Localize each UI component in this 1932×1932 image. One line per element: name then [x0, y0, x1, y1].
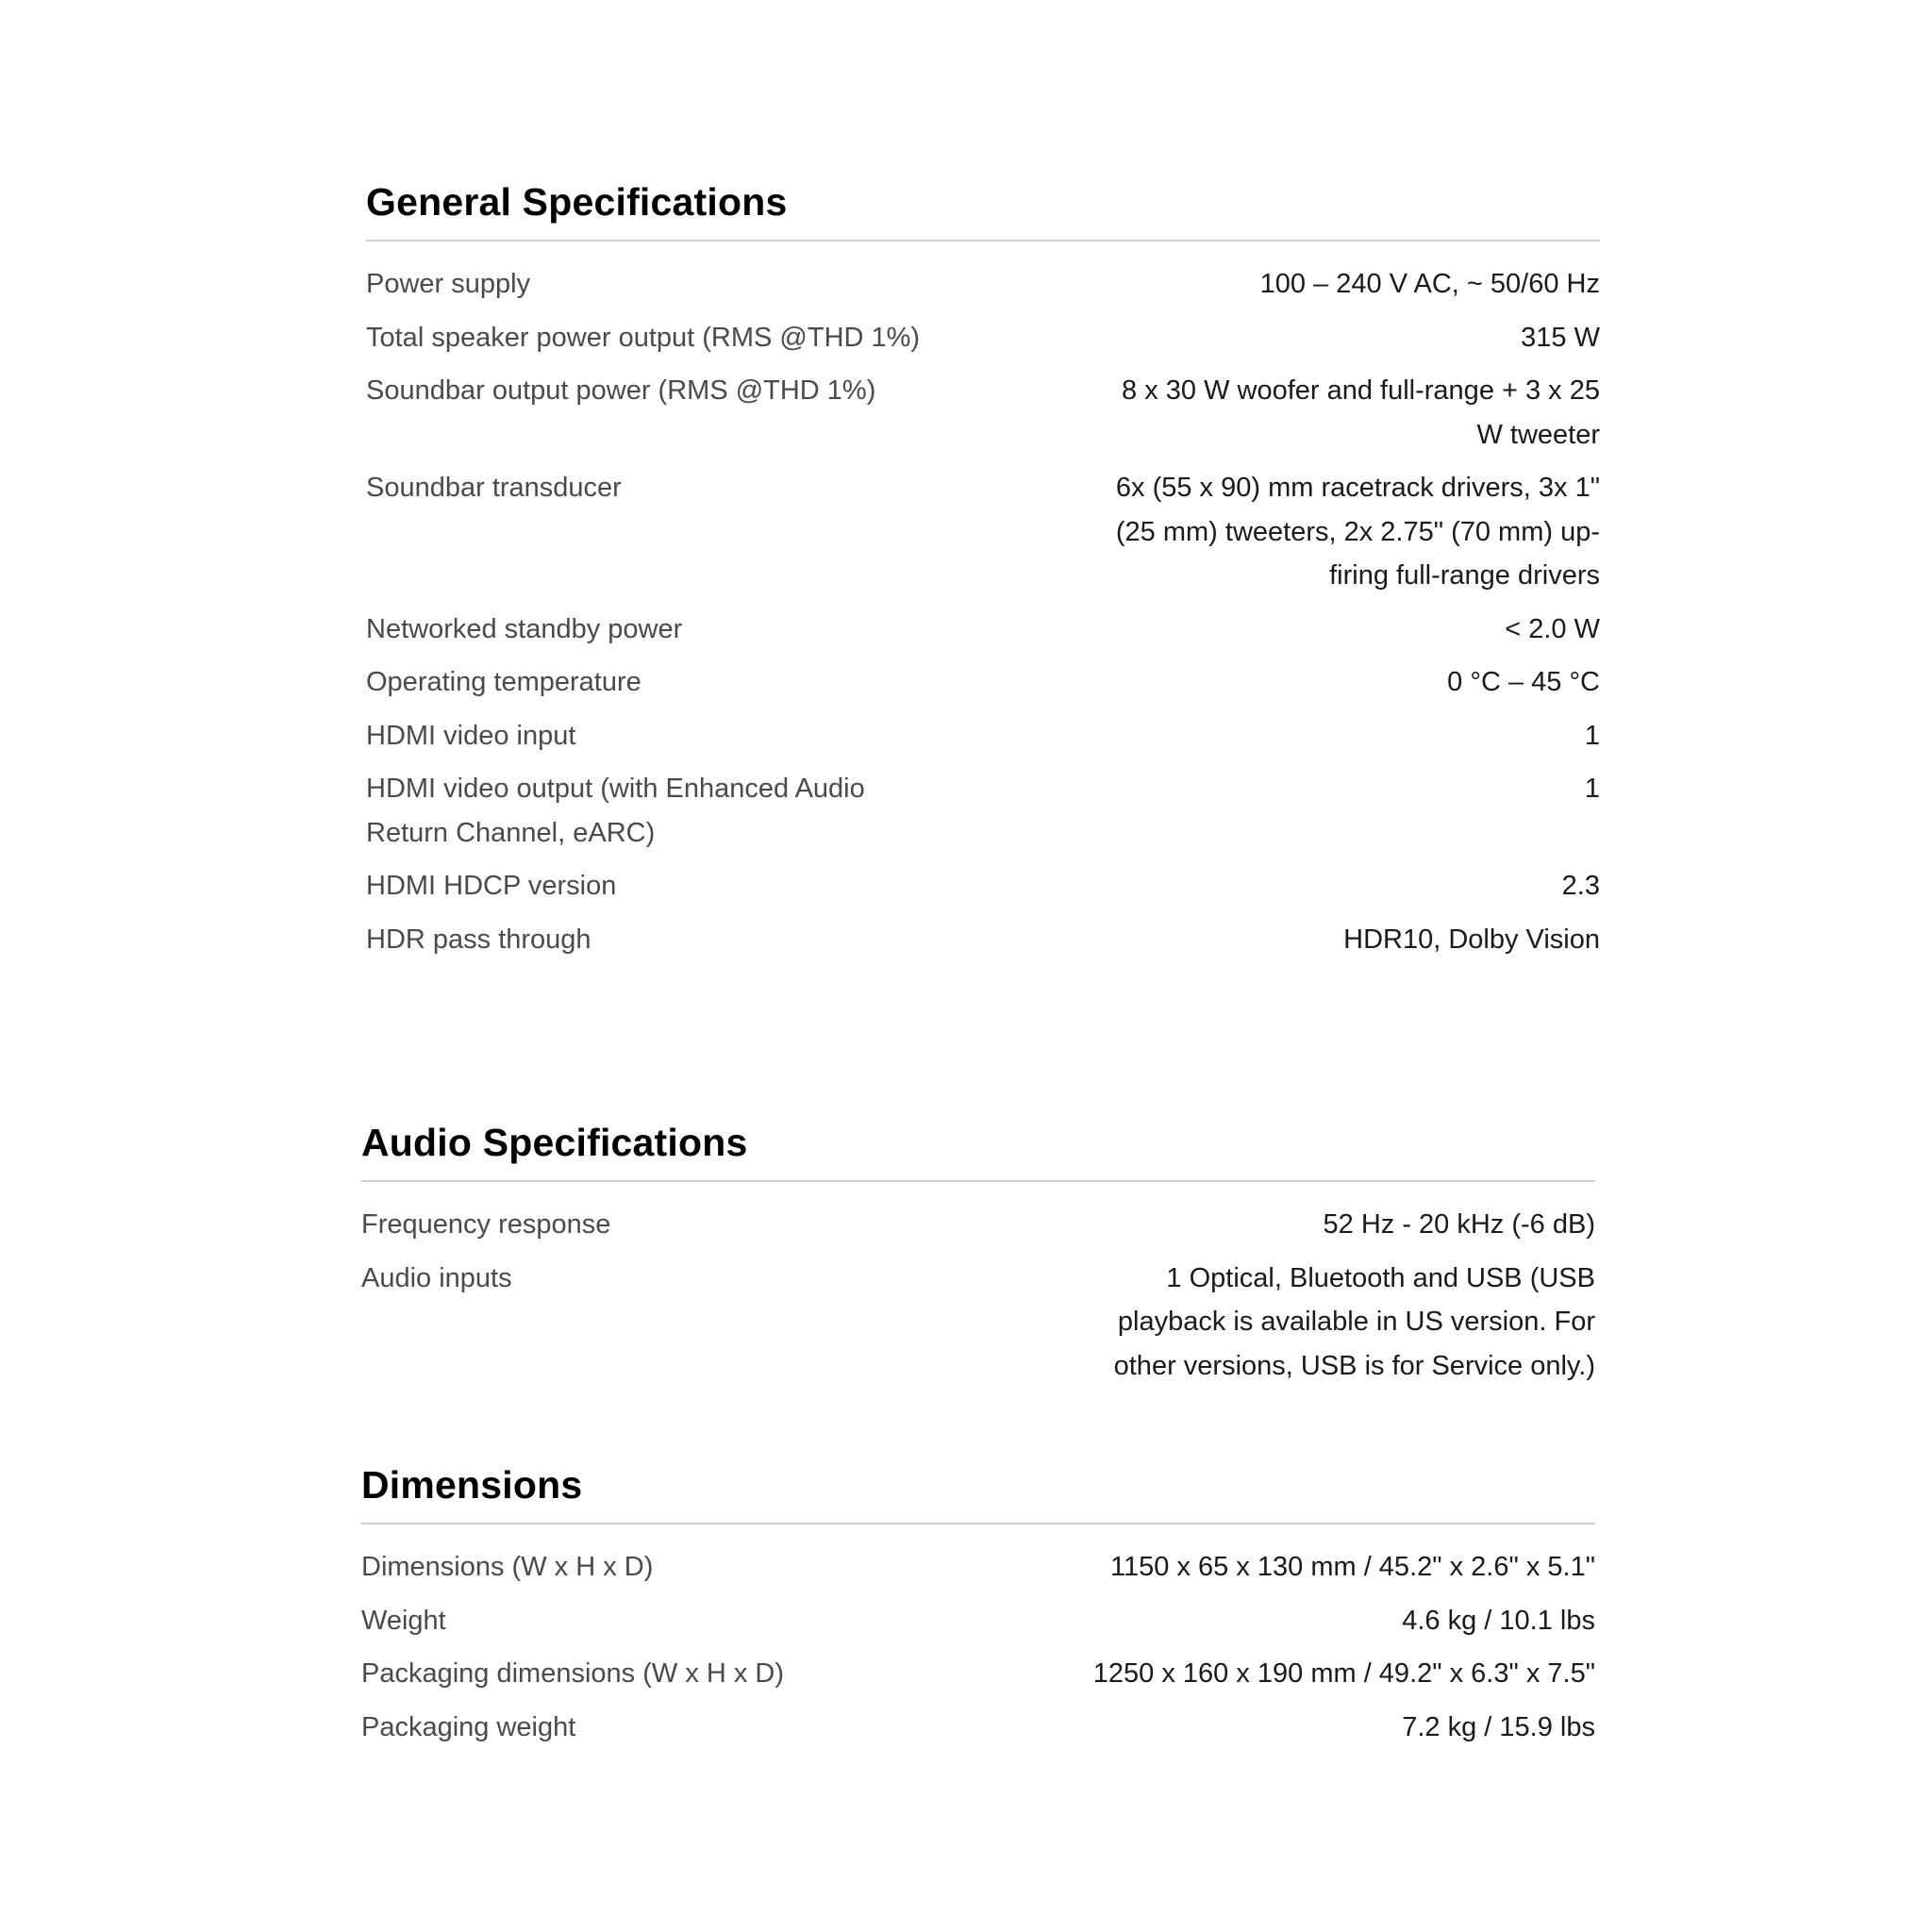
spec-value: 6x (55 x 90) mm racetrack drivers, 3x 1" (25 mm) tweeters, 2x 2.75" (70 mm) up-firing full-range drivers — [1115, 473, 1600, 591]
spec-value: HDR10, Dolby Vision — [1343, 924, 1600, 955]
spec-row-hdmi-video-input — [366, 714, 1600, 758]
spec-value: 7.2 kg / 15.9 lbs — [1402, 1711, 1595, 1742]
section-title: Dimensions — [361, 1463, 583, 1507]
section-title: Audio Specifications — [361, 1121, 748, 1164]
spec-value: 0 °C – 45 °C — [1447, 667, 1600, 697]
spec-label: Power supply — [366, 269, 531, 299]
spec-label: HDMI video input — [366, 720, 576, 751]
spec-row-frequency-response — [361, 1203, 1595, 1247]
spec-list — [361, 1545, 1595, 1749]
spec-row-hdmi-hdcp-version — [366, 864, 1600, 908]
spec-value: 1150 x 65 x 130 mm / 45.2" x 2.6" x 5.1" — [1110, 1552, 1595, 1582]
spec-label: Packaging weight — [361, 1711, 576, 1742]
spec-label: Soundbar output power (RMS @THD 1%) — [366, 375, 876, 406]
spec-row-networked-standby-power — [366, 608, 1600, 652]
spec-row-operating-temperature — [366, 660, 1600, 705]
spec-label: Total speaker power output (RMS @THD 1%) — [366, 322, 921, 353]
spec-value: 1250 x 160 x 190 mm / 49.2" x 6.3" x 7.5" — [1092, 1658, 1595, 1689]
spec-row-packaging-dimensions — [361, 1652, 1595, 1696]
section-title: General Specifications — [366, 180, 788, 224]
dimensions-section — [361, 1458, 1595, 1758]
spec-row-hdr-pass-through — [366, 918, 1600, 962]
spec-label: Frequency response — [361, 1209, 611, 1240]
spec-label: Networked standby power — [366, 613, 683, 644]
spec-value: < 2.0 W — [1505, 613, 1600, 644]
spec-label: Audio inputs — [361, 1262, 512, 1293]
spec-list — [366, 262, 1600, 961]
section-divider — [361, 1523, 1595, 1524]
spec-value: 52 Hz - 20 kHz (-6 dB) — [1323, 1209, 1595, 1240]
spec-row-soundbar-transducer — [366, 466, 1600, 598]
section-divider — [361, 1180, 1595, 1182]
spec-value: 1 — [1584, 720, 1600, 751]
spec-label: HDR pass through — [366, 924, 591, 955]
section-divider — [366, 240, 1600, 242]
spec-label: HDMI video output (with Enhanced Audio Return Channel, eARC) — [366, 774, 865, 848]
spec-row-hdmi-video-output — [366, 767, 1600, 855]
spec-label: Operating temperature — [366, 667, 641, 697]
spec-value: 8 x 30 W woofer and full-range + 3 x 25 W tweeter — [1122, 375, 1600, 450]
spec-label: HDMI HDCP version — [366, 871, 617, 901]
spec-row-soundbar-output-power — [366, 369, 1600, 457]
spec-label: Packaging dimensions (W x H x D) — [361, 1658, 785, 1689]
spec-row-audio-inputs — [361, 1257, 1595, 1389]
spec-value: 4.6 kg / 10.1 lbs — [1402, 1605, 1595, 1636]
spec-value: 1 Optical, Bluetooth and USB (USB playback is available in US version. For other versions, USB is for Service only.) — [1113, 1262, 1595, 1381]
spec-row-dimensions — [361, 1545, 1595, 1590]
spec-value: 315 W — [1521, 322, 1600, 353]
spec-row-packaging-weight — [361, 1706, 1595, 1750]
spec-label: Dimensions (W x H x D) — [361, 1552, 654, 1582]
spec-row-power-supply — [366, 262, 1600, 307]
spec-value: 1 — [1584, 774, 1600, 804]
spec-label: Soundbar transducer — [366, 473, 622, 503]
spec-value: 100 – 240 V AC, ~ 50/60 Hz — [1259, 269, 1600, 299]
spec-value: 2.3 — [1561, 871, 1600, 901]
spec-list — [361, 1203, 1595, 1388]
spec-row-total-speaker-power — [366, 316, 1600, 360]
spec-label: Weight — [361, 1605, 446, 1636]
audio-specifications-section — [361, 1116, 1595, 1397]
spec-row-weight — [361, 1599, 1595, 1643]
general-specifications-section — [366, 175, 1600, 971]
